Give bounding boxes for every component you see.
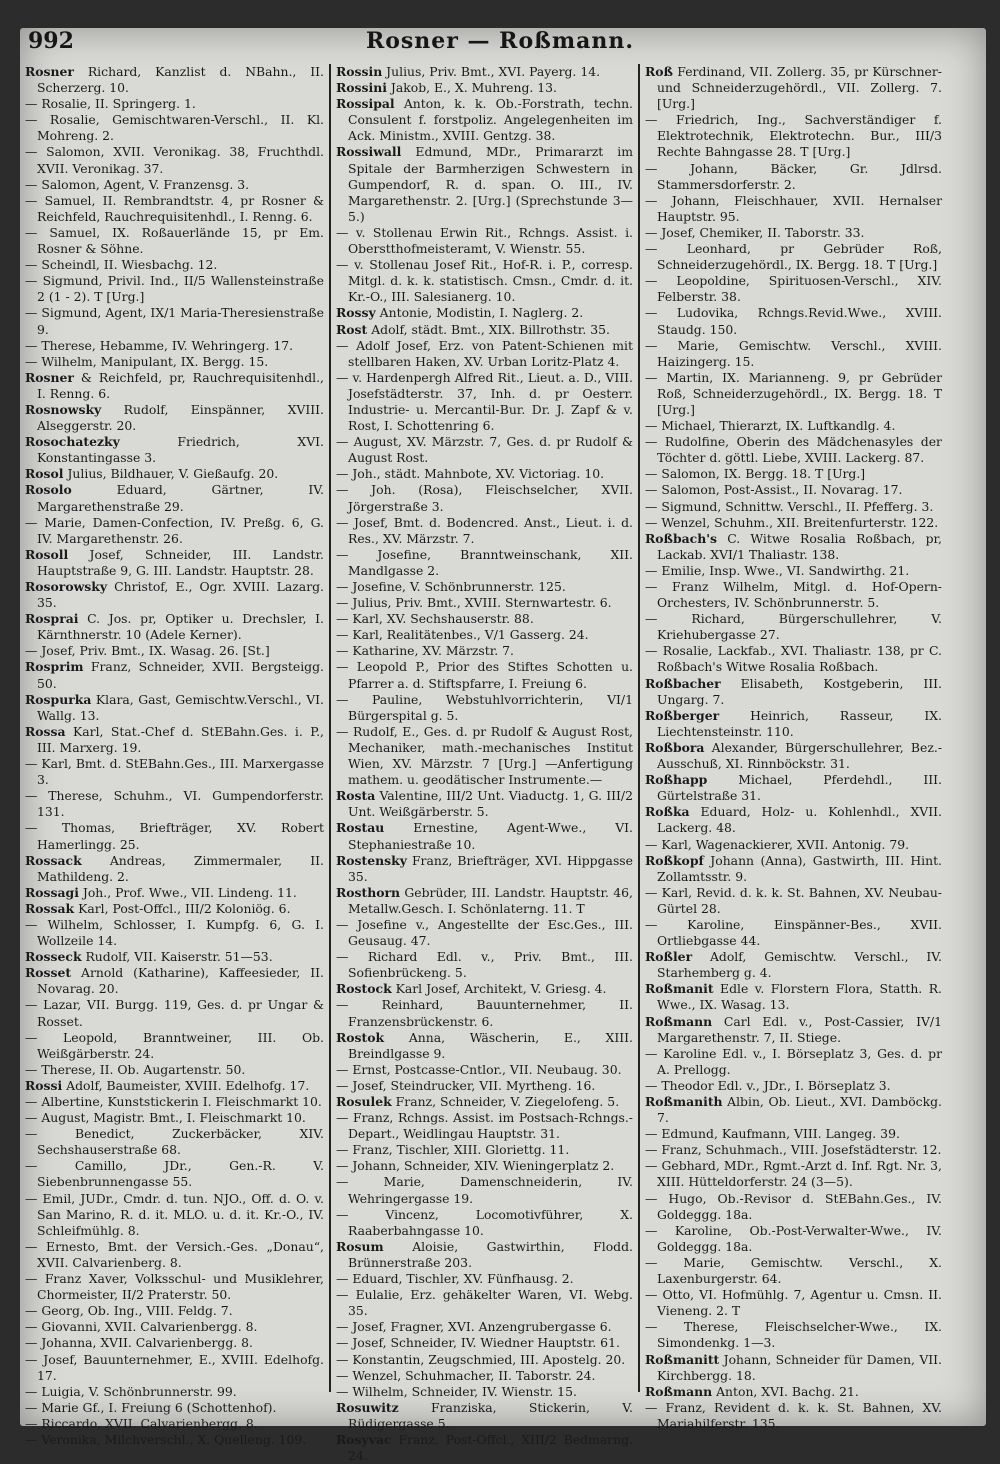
- directory-entry: Rossagi Joh., Prof. Wwe., VII. Lindeng. 11.: [25, 884, 297, 900]
- directory-entry: — Wilhelm, Schneider, IV. Wienstr. 15.: [336, 1383, 577, 1399]
- directory-entry: — Marie, Gemischtw. Verschl., XVIII. Haizingerg. 15.: [645, 337, 942, 369]
- directory-entry: — Emil, JUDr., Cmdr. d. tun. NJO., Off. d. O. v. San Marino, R. d. it. MLO. u. d. it. Kr.-O., IV. Schleifmühlg. 8.: [25, 1190, 324, 1238]
- directory-entry: — Salomon, IX. Bergg. 18. T [Urg.]: [645, 466, 866, 482]
- directory-entry: — Georg, Ob. Ing., VIII. Feldg. 7.: [25, 1303, 233, 1319]
- directory-entry: — Marie, Damen-Confection, IV. Preßg. 6, G. IV. Margarethenstr. 26.: [25, 514, 324, 546]
- directory-entry: Roßmanith Albin, Ob. Lieut., XVI. Damböckg. 7.: [645, 1094, 942, 1126]
- directory-entry: — Gebhard, MDr., Rgmt.-Arzt d. Inf. Rgt. Nr. 3, XIII. Hütteldorferstr. 24 (3—5).: [645, 1158, 942, 1190]
- directory-entry: Rosorowsky Christof, E., Ogr. XVIII. Lazarg. 35.: [25, 579, 324, 611]
- page-header: [20, 28, 980, 62]
- directory-entry: — Karl, Wagenackierer, XVII. Antonig. 79.: [645, 836, 910, 852]
- directory-entry: — Julius, Priv. Bmt., XVIII. Sternwartestr. 6.: [336, 595, 612, 611]
- directory-entry: — Thomas, Briefträger, XV. Robert Hamerlingg. 25.: [25, 820, 324, 852]
- directory-entry: — Salomon, Agent, V. Franzensg. 3.: [25, 176, 250, 192]
- directory-entry: — Luigia, V. Schönbrunnerstr. 99.: [25, 1383, 237, 1399]
- directory-entry: — Salomon, Post-Assist., II. Novarag. 17.: [645, 482, 903, 498]
- directory-entry: Rossini Jakob, E., X. Muhreng. 13.: [336, 80, 557, 96]
- directory-entry: — Josefine, V. Schönbrunnerstr. 125.: [336, 579, 566, 594]
- directory-entry: Roßka Eduard, Holz- u. Kohlenhdl., XVII. Lackerg. 48.: [645, 804, 942, 836]
- directory-entry: — Konstantin, Zeugschmied, III. Apostelg. 20.: [336, 1351, 626, 1367]
- column-middle: [329, 64, 638, 1464]
- directory-entry: — Emilie, Insp. Wwe., VI. Sandwirthg. 21.: [645, 562, 910, 578]
- directory-entry: — Adolf Josef, Erz. von Patent-Schienen mit stellbaren Haken, XV. Urban Loritz-Platz 4.: [336, 337, 633, 369]
- directory-entry: — Johanna, XVII. Calvarienbergg. 8.: [25, 1335, 253, 1351]
- directory-entry: — Marie Gf., I. Freiung 6 (Schottenhof).: [25, 1399, 277, 1415]
- directory-entry: — Pauline, Webstuhlvorrichterin, VI/1 Bürgerspital g. 5.: [336, 691, 633, 723]
- directory-entry: Rosuwitz Franziska, Stickerin, V. Rüdigergasse 5.: [336, 1399, 633, 1431]
- directory-entry: — Franz, Rchngs. Assist. im Postsach-Rchngs.-Depart., Weidlingau Hauptstr. 31.: [336, 1110, 633, 1142]
- directory-entry: — Wilhelm, Schlosser, I. Kumpfg. 6, G. I. Wollzeile 14.: [25, 916, 324, 949]
- directory-entry: — Samuel, II. Rembrandtstr. 4, pr Rosner & Reichfeld, Rauchrequisitenhdl., I. Renng. 6.: [25, 192, 324, 224]
- directory-entry: — Therese, Schuhm., VI. Gumpendorferstr. 131.: [25, 788, 324, 820]
- directory-entry: — Karoline, Ob.-Post-Verwalter-Wwe., IV. Goldeggg. 18a.: [645, 1222, 942, 1254]
- directory-entry: Roßbora Alexander, Bürgerschullehrer, Bez.-Ausschuß, XI. Rinnböckstr. 31.: [645, 739, 942, 772]
- directory-entry: — Otto, VI. Hofmühlg. 7, Agentur u. Cmsn. II. Vieneng. 2. T: [645, 1287, 942, 1319]
- directory-entry: — Eduard, Tischler, XV. Fünfhausg. 2.: [336, 1271, 574, 1287]
- directory-entry: — Salomon, XVII. Veronikag. 38, Fruchthdl. XVII. Veronikag. 37.: [25, 144, 324, 176]
- directory-entry: Roßler Adolf, Gemischtw. Verschl., IV. Starhemberg g. 4.: [645, 949, 942, 981]
- directory-entry: — Veronika, Milchverschl., X. Quelleng. 109.: [25, 1431, 307, 1447]
- directory-entry: Rosta Valentine, III/2 Unt. Viaductg. 1, G. III/2 Unt. Weißgärberstr. 5.: [336, 788, 633, 820]
- directory-entry: — Benedict, Zuckerbäcker, XIV. Sechshauserstraße 68.: [25, 1126, 324, 1158]
- directory-entry: — Ernst, Postcasse-Cntlor., VII. Neubaug. 30.: [336, 1061, 622, 1077]
- directory-entry: — Leopold, Branntweiner, III. Ob. Weißgärberstr. 24.: [25, 1029, 324, 1061]
- directory-entry: Rosulek Franz, Schneider, V. Ziegelofeng. 5.: [336, 1094, 620, 1109]
- directory-entry: Rosol Julius, Bildhauer, V. Gießaufg. 20.: [25, 466, 279, 482]
- page-number: 992: [28, 28, 74, 54]
- directory-entry: Rosolo Eduard, Gärtner, IV. Margarethenstraße 29.: [25, 482, 324, 514]
- directory-entry: — Johann, Fleischhauer, XVII. Hernalser Hauptstr. 95.: [645, 192, 942, 224]
- directory-entry: — Therese, Hebamme, IV. Wehringerg. 17.: [25, 337, 294, 353]
- directory-entry: — Rosalie, II. Springerg. 1.: [25, 96, 196, 112]
- directory-entry: Rostau Ernestine, Agent-Wwe., VI. Stephaniestraße 10.: [336, 820, 633, 852]
- directory-entry: Roßbach's C. Witwe Rosalia Roßbach, pr, Lackab. XVI/1 Thaliastr. 138.: [645, 530, 942, 562]
- directory-entry: — Josefine, Branntweinschank, XII. Mandlgasse 2.: [336, 546, 633, 578]
- directory-entry: Rosprai C. Jos. pr, Optiker u. Drechsler, I. Kärnthnerstr. 10 (Adele Kerner).: [25, 611, 324, 643]
- directory-entry: Rossa Karl, Stat.-Chef d. StEBahn.Ges. i. P., III. Marxerg. 19.: [25, 723, 324, 755]
- directory-entry: — Franz, Revident d. k. k. St. Bahnen, XV. Mariahilferstr. 135.: [645, 1399, 942, 1431]
- directory-entry: — Sigmund, Agent, IX/1 Maria-Theresienstraße 9.: [25, 305, 324, 337]
- directory-entry: — Sigmund, Privil. Ind., II/5 Wallensteinstraße 2 (1 - 2). T [Urg.]: [25, 273, 324, 305]
- directory-entry: — Franz, Tischler, XIII. Gloriettg. 11.: [336, 1142, 570, 1158]
- directory-entry: Roßkopf Johann (Anna), Gastwirth, III. Hint. Zollamtsstr. 9.: [645, 852, 942, 884]
- directory-entry: — Wenzel, Schuhmacher, II. Taborstr. 24.: [336, 1367, 596, 1383]
- directory-entry: — Therese, II. Ob. Augartenstr. 50.: [25, 1061, 246, 1077]
- directory-entry: — Edmund, Kaufmann, VIII. Langeg. 39.: [645, 1126, 900, 1142]
- directory-entry: — Theodor Edl. v., JDr., I. Börseplatz 3.: [645, 1077, 891, 1093]
- directory-entry: — Johann, Bäcker, Gr. Jdlrsd. Stammersdorferstr. 2.: [645, 160, 942, 192]
- directory-entry: Rosprim Franz, Schneider, XVII. Bergsteigg. 50.: [25, 659, 324, 691]
- directory-entry: — Friedrich, Ing., Sachverständiger f. Elektrotechnik, Elektrotechn. Bur., III/3 Rechte Bahngasse 28. T [Urg.]: [645, 112, 942, 160]
- directory-entry: Rossiwall Edmund, MDr., Primararzt im Spitale der Barmherzigen Schwestern in Gumpendorf, R. d. span. O. III., IV. Margarethenstr. 2. [Urg.] (Sprechstunde 3—5.): [336, 144, 633, 224]
- directory-entry: Rostock Karl Josef, Architekt, V. Griesg. 4.: [336, 981, 607, 997]
- directory-entry: Rossack Andreas, Zimmermaler, II. Mathildeng. 2.: [25, 852, 324, 884]
- directory-entry: Roßmanit Edle v. Florstern Flora, Statth. R. Wwe., IX. Wasag. 13.: [645, 981, 942, 1013]
- directory-entry: — Rudolfine, Oberin des Mädchenasyles der Töchter d. göttl. Liebe, XVIII. Lackerg. 87.: [645, 434, 942, 466]
- directory-entry: — Ludovika, Rchngs.Revid.Wwe., XVIII. Staudg. 150.: [645, 305, 942, 337]
- directory-entry: Rossipal Anton, k. k. Ob.-Forstrath, techn. Consulent f. forstpoliz. Angelegenheiten im Ack. Ministm., XVIII. Gentzg. 38.: [336, 96, 633, 144]
- directory-entry: Rosner Richard, Kanzlist d. NBahn., II. Scherzerg. 10.: [25, 64, 324, 96]
- directory-entry: Roßbacher Elisabeth, Kostgeberin, III. Ungarg. 7.: [645, 675, 942, 707]
- directory-entry: — Karl, Realitätenbes., V/1 Gasserg. 24.: [336, 627, 589, 643]
- directory-entry: — August, Magistr. Bmt., I. Fleischmarkt 10.: [25, 1110, 306, 1126]
- directory-entry: — Karoline Edl. v., I. Börseplatz 3, Ges. d. pr A. Prellogg.: [645, 1045, 942, 1077]
- directory-entry: — Vincenz, Locomotivführer, X. Raaberbahngasse 10.: [336, 1206, 633, 1238]
- directory-entry: — Josefine v., Angestellte der Esc.Ges., III. Geusaug. 47.: [336, 916, 633, 949]
- directory-entry: Rosthorn Gebrüder, III. Landstr. Hauptstr. 46, Metallw.Gesch. I. Schönlaterng. 11. T: [336, 884, 633, 916]
- directory-entry: — Josef, Steindrucker, VII. Myrtheng. 16.: [336, 1077, 596, 1093]
- directory-entry: — Reinhard, Bauunternehmer, II. Franzensbrückenstr. 6.: [336, 997, 633, 1029]
- directory-entry: — Scheindl, II. Wiesbachg. 12.: [25, 257, 218, 273]
- directory-entry: Rosset Arnold (Katharine), Kaffeesieder, II. Novarag. 20.: [25, 965, 324, 997]
- directory-entry: — Karoline, Einspänner-Bes., XVII. Ortliebgasse 44.: [645, 916, 942, 949]
- directory-entry: — Richard, Bürgerschullehrer, V. Kriehubergasse 27.: [645, 611, 942, 643]
- directory-entry: — Eulalie, Erz. gehäkelter Waren, VI. Webg. 35.: [336, 1287, 633, 1319]
- directory-entry: — v. Hardenpergh Alfred Rit., Lieut. a. D., VIII. Josefstädterstr. 37, Inh. d. pr Oesterr. Industrie- u. Mercantil-Bur. Dr. J. Zapf & v. Rost, I. Schottenring 6.: [336, 369, 633, 434]
- directory-entry: — Sigmund, Schnittw. Verschl., II. Pfefferg. 3.: [645, 498, 934, 514]
- directory-entry: Roßmann Carl Edl. v., Post-Cassier, IV/1 Margarethenstr. 7, II. Stiege.: [645, 1013, 942, 1045]
- directory-entry: — Marie, Damenschneiderin, IV. Wehringergasse 19.: [336, 1174, 633, 1206]
- directory-entry: Roßhapp Michael, Pferdehdl., III. Gürtelstraße 31.: [645, 772, 942, 804]
- directory-entry: — Camillo, JDr., Gen.-R. V. Siebenbrunnengasse 55.: [25, 1158, 324, 1190]
- directory-entry: — August, XV. Märzstr. 7, Ges. d. pr Rudolf & August Rost.: [336, 434, 633, 466]
- directory-entry: Rosyvac Franz, Post-Offcl., XIII/2 Bedmarng. 24.: [336, 1431, 633, 1464]
- directory-entry: — Ernesto, Bmt. der Versich.-Ges. „Donau“, XVII. Calvarienberg. 8.: [25, 1238, 324, 1270]
- directory-entry: — Josef, Chemiker, II. Taborstr. 33.: [645, 224, 865, 240]
- directory-entry: — Franz, Schuhmach., VIII. Josefstädterstr. 12.: [645, 1142, 942, 1158]
- column-right: [638, 64, 947, 1431]
- directory-entry: — Leonhard, pr Gebrüder Roß, Schneiderzugehördl., IX. Bergg. 18. T [Urg.]: [645, 241, 942, 273]
- directory-entry: — Martin, IX. Marianneng. 9, pr Gebrüder Roß, Schneiderzugehördl., IX. Bergg. 18. T [Urg.]: [645, 369, 942, 417]
- directory-entry: — Leopoldine, Spirituosen-Verschl., XIV. Felberstr. 38.: [645, 273, 942, 305]
- directory-entry: — v. Stollenau Josef Rit., Hof-R. i. P., corresp. Mitgl. d. k. k. statistisch. Cmsn., Cmdr. d. it. Kr.-O., III. Salesianerg. 10.: [336, 257, 633, 305]
- directory-entry: — Giovanni, XVII. Calvarienbergg. 8.: [25, 1319, 258, 1335]
- directory-entry: — Wenzel, Schuhm., XII. Breitenfurterstr. 122.: [645, 514, 939, 530]
- directory-entry: Rostensky Franz, Briefträger, XVI. Hippgasse 35.: [336, 852, 633, 884]
- directory-entry: Rosner & Reichfeld, pr, Rauchrequisitenhdl., I. Renng. 6.: [25, 369, 324, 401]
- directory-entry: Rossin Julius, Priv. Bmt., XVI. Payerg. 14.: [336, 64, 601, 79]
- directory-entry: — Albertine, Kunststickerin I. Fleischmarkt 10.: [25, 1094, 322, 1109]
- directory-entry: — Franz Wilhelm, Mitgl. d. Hof-Opern-Orchesters, IV. Schönbrunnerstr. 5.: [645, 579, 942, 611]
- directory-entry: — Joh. (Rosa), Fleischselcher, XVII. Jörgerstraße 3.: [336, 482, 633, 514]
- directory-entry: Rosnowsky Rudolf, Einspänner, XVIII. Alseggerstr. 20.: [25, 401, 324, 434]
- directory-entry: — Therese, Fleischselcher-Wwe., IX. Simondenkg. 1—3.: [645, 1319, 942, 1351]
- directory-entry: — Karl, XV. Sechshauserstr. 88.: [336, 611, 534, 627]
- directory-entry: — Michael, Thierarzt, IX. Luftkandlg. 4.: [645, 418, 896, 434]
- directory-entry: Rost Adolf, städt. Bmt., XIX. Billrothstr. 35.: [336, 321, 610, 337]
- directory-entry: — Josef, Bauunternehmer, E., XVIII. Edelhofg. 17.: [25, 1351, 324, 1383]
- directory-entry: Roßmanitt Johann, Schneider für Damen, VII. Kirchbergg. 18.: [645, 1351, 942, 1383]
- directory-entry: — v. Stollenau Erwin Rit., Rchngs. Assist. i. Oberstthofmeisteramt, V. Wienstr. 55.: [336, 224, 633, 257]
- page-title: Rosner — Roßmann.: [365, 28, 635, 54]
- directory-entry: Rossi Adolf, Baumeister, XVIII. Edelhofg. 17.: [25, 1077, 310, 1093]
- directory-entry: — Johann, Schneider, XIV. Wieningerplatz 2.: [336, 1158, 615, 1174]
- directory-entry: — Marie, Gemischtw. Verschl., X. Laxenburgerstr. 64.: [645, 1254, 942, 1287]
- directory-entry: — Hugo, Ob.-Revisor d. StEBahn.Ges., IV. Goldeggg. 18a.: [645, 1190, 942, 1222]
- directory-entry: Rossak Karl, Post-Offcl., III/2 Koloniög. 6.: [25, 900, 291, 916]
- directory-entry: Rosseck Rudolf, VII. Kaiserstr. 51—53.: [25, 949, 273, 965]
- directory-entry: — Richard Edl. v., Priv. Bmt., III. Sofienbrückeng. 5.: [336, 949, 633, 981]
- directory-entry: — Riccardo, XVII. Calvarienbergg. 8.: [25, 1415, 258, 1431]
- directory-entry: Rostok Anna, Wäscherin, E., XIII. Breindlgasse 9.: [336, 1029, 633, 1061]
- directory-entry: — Samuel, IX. Roßauerlände 15, pr Em. Rosner & Söhne.: [25, 224, 324, 257]
- directory-entry: Rosoll Josef, Schneider, III. Landstr. Hauptstraße 9, G. III. Landstr. Hauptstr. 28.: [25, 546, 324, 578]
- directory-entry: — Rudolf, E., Ges. d. pr Rudolf & August Rost, Mechaniker, math.-mechanisches Institut Wien, XV. Märzstr. 7 [Urg.] —Anfertigung mathem. u. geodätischer Instrumente.—: [336, 723, 633, 788]
- directory-entry: — Rosalie, Gemischtwaren-Verschl., II. Kl. Mohreng. 2.: [25, 112, 324, 144]
- directory-entry: — Josef, Bmt. d. Bodencred. Anst., Lieut. i. d. Res., XV. Märzstr. 7.: [336, 514, 633, 546]
- directory-entry: Rossy Antonie, Modistin, I. Naglerg. 2.: [336, 305, 584, 321]
- directory-entry: — Rosalie, Lackfab., XVI. Thaliastr. 138, pr C. Roßbach's Witwe Rosalia Roßbach.: [645, 643, 942, 675]
- directory-entry: Roßmann Anton, XVI. Bachg. 21.: [645, 1383, 859, 1399]
- directory-entry: — Franz Xaver, Volksschul- und Musiklehrer, Chormeister, II/2 Praterstr. 50.: [25, 1271, 324, 1303]
- columns-container: [20, 64, 948, 1464]
- directory-entry: Rosum Aloisie, Gastwirthin, Flodd. Brünnerstraße 203.: [336, 1238, 633, 1270]
- directory-entry: Roß Ferdinand, VII. Zollerg. 35, pr Kürschner- und Schneiderzugehördl., VII. Zollerg. 7. [Urg.]: [645, 64, 942, 112]
- directory-entry: — Karl, Bmt. d. StEBahn.Ges., III. Marxergasse 3.: [25, 756, 324, 788]
- directory-entry: — Josef, Fragner, XVI. Anzengrubergasse 6.: [336, 1319, 612, 1335]
- directory-entry: — Josef, Schneider, IV. Wiedner Hauptstr. 61.: [336, 1335, 620, 1351]
- directory-entry: — Joh., städt. Mahnbote, XV. Victoriag. 10.: [336, 466, 605, 482]
- directory-entry: — Josef, Priv. Bmt., IX. Wasag. 26. [St.]: [25, 643, 270, 659]
- directory-entry: Rosochatezky Friedrich, XVI. Konstantingasse 3.: [25, 434, 324, 466]
- directory-entry: — Katharine, XV. Märzstr. 7.: [336, 643, 514, 659]
- directory-entry: — Leopold P., Prior des Stiftes Schotten u. Pfarrer a. d. Stiftspfarre, I. Freiung 6.: [336, 659, 633, 691]
- column-left: [20, 64, 329, 1447]
- directory-entry: — Wilhelm, Manipulant, IX. Bergg. 15.: [25, 353, 269, 369]
- directory-entry: — Lazar, VII. Burgg. 119, Ges. d. pr Ungar & Rosset.: [25, 997, 324, 1029]
- directory-entry: — Karl, Revid. d. k. k. St. Bahnen, XV. Neubau-Gürtel 28.: [645, 884, 942, 916]
- directory-entry: Roßberger Heinrich, Rasseur, IX. Liechtensteinstr. 110.: [645, 707, 942, 739]
- directory-entry: Rospurka Klara, Gast, Gemischtw.Verschl., VI. Wallg. 13.: [25, 691, 324, 723]
